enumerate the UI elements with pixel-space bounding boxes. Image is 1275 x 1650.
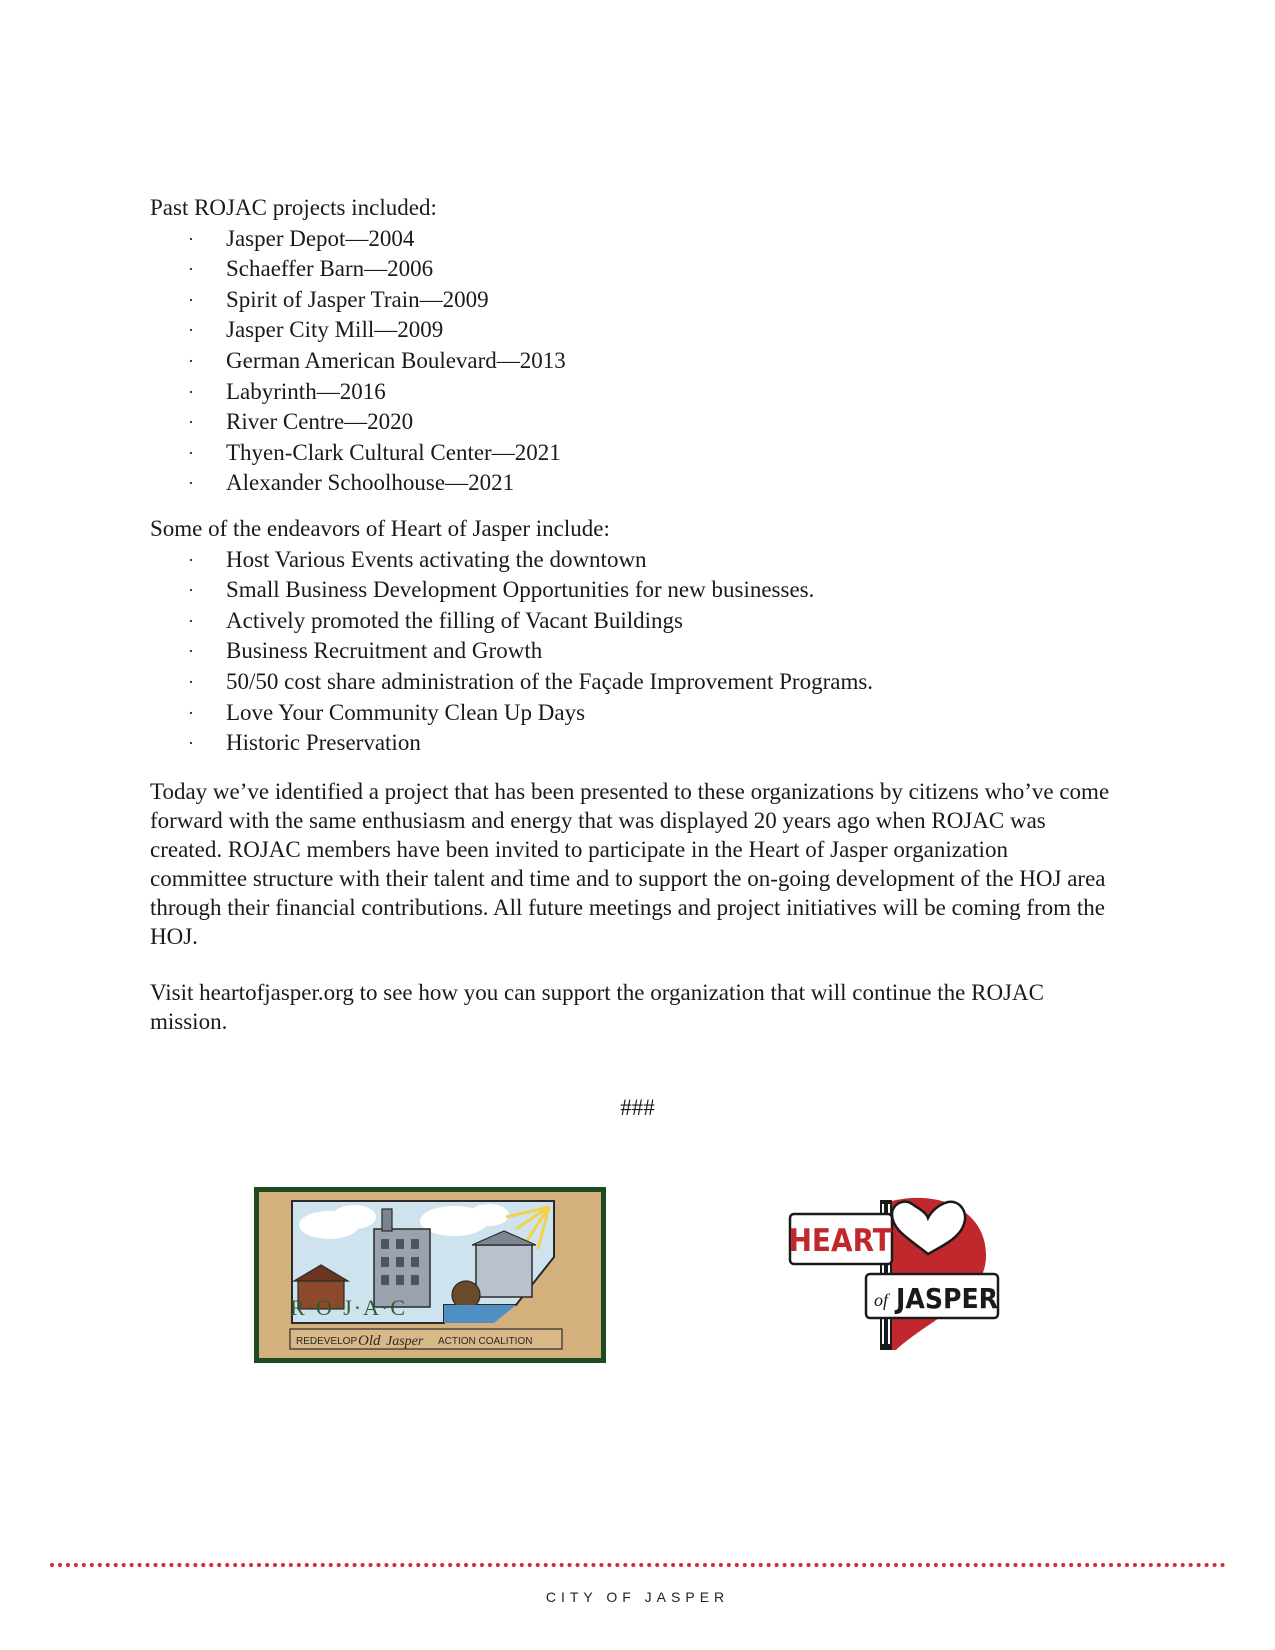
projects-list [150,224,1110,499]
list-item: · Spirit of Jasper Train—2009 [150,285,1110,316]
rojac-tagline-right: ACTION COALITION [438,1336,533,1347]
list-item: · Jasper City Mill—2009 [150,315,1110,346]
footer-text: CITY OF JASPER [545,1589,730,1605]
list-item: · Love Your Community Clean Up Days [150,698,1110,729]
list-item: · Actively promoted the filling of Vacant Buildings [150,606,1110,637]
bullet-icon: · [188,289,194,310]
bullet-icon: · [188,412,194,433]
bullet-icon: · [188,580,194,601]
list-item: · Jasper Depot—2004 [150,224,1110,255]
bullet-icon: · [188,733,194,754]
list-item: · Thyen-Clark Cultural Center—2021 [150,438,1110,469]
body-paragraph: Today we’ve identified a project that has been presented to these organizations by citizens who’ve come forward with the same enthusiasm and energy that was displayed 20 years ago when ROJAC was created. ROJAC members have been invited to participate in the Heart of Jasper organization committee structure with their talent and time and to support the on-going development of the HOJ area through their financial contributions. All future meetings and project initiatives will be coming from the HOJ. [150,778,1110,949]
endeavors-list [150,545,1110,759]
hoj-heart-text: HEART [788,1222,892,1259]
endeavors-heading: Some of the endeavors of Heart of Jasper include: [150,515,610,541]
rojac-tagline-jasper: Jasper [386,1334,424,1349]
list-item: · Schaeffer Barn—2006 [150,254,1110,285]
list-item: · Host Various Events activating the downtown [150,545,1110,576]
list-item: · River Centre—2020 [150,407,1110,438]
bullet-icon: · [188,702,194,723]
projects-heading: Past ROJAC projects included: [150,195,437,220]
bullet-icon: · [188,671,194,692]
list-item: · Business Recruitment and Growth [150,636,1110,667]
bullet-icon: · [188,549,194,570]
hoj-jasper-text: JASPER [896,1282,999,1316]
rojac-tagline-left: REDEVELOP [296,1336,358,1347]
bullet-icon: · [188,610,194,631]
bullet-icon: · [188,228,194,249]
closing-paragraph: Visit heartofjasper.org to see how you can support the organization that will continue the ROJAC mission. [150,979,1044,1034]
list-item: · Historic Preservation [150,728,1110,759]
heart-of-jasper-logo [788,1190,1004,1352]
list-item: · 50/50 cost share administration of the Façade Improvement Programs. [150,667,1110,698]
rojac-logo [254,1187,606,1363]
list-item: · Alexander Schoolhouse—2021 [150,468,1110,499]
hoj-of-text: of [874,1290,889,1310]
list-item: · German American Boulevard—2013 [150,346,1110,377]
bullet-icon: · [188,350,194,371]
rojac-letters: R·O·J·A·C [290,1295,407,1320]
bullet-icon: · [188,259,194,280]
list-item: · Labyrinth—2016 [150,377,1110,408]
bullet-icon: · [188,641,194,662]
rojac-tagline-old: Old [358,1333,381,1349]
bullet-icon: · [188,320,194,341]
end-mark: ### [620,1095,655,1120]
bullet-icon: · [188,381,194,402]
bullet-icon: · [188,442,194,463]
footer-divider [50,1563,1226,1567]
bullet-icon: · [188,473,194,494]
list-item: · Small Business Development Opportunities for new businesses. [150,575,1110,606]
document-body [150,193,1110,1036]
